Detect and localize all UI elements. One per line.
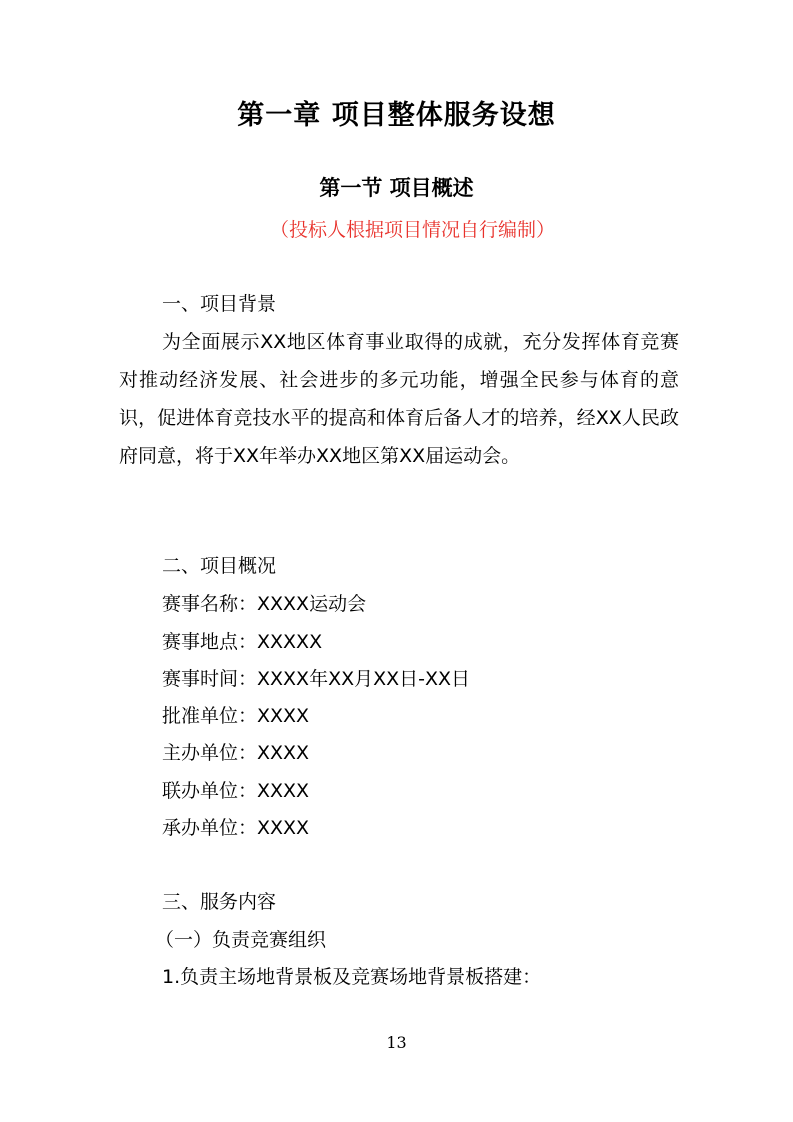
services-heading: 三、服务内容 [162, 891, 277, 913]
services-item-1: 1.负责主场地背景板及竞赛场地背景板搭建： [162, 966, 542, 988]
overview-item-event-location: 赛事地点：XXXXX [162, 631, 323, 653]
overview-heading: 二、项目概况 [162, 555, 277, 577]
overview-item-host: 主办单位：XXXX [162, 742, 310, 764]
chapter-title: 第一章 项目整体服务设想 [237, 100, 556, 131]
background-paragraph: 为全面展示XX地区体育事业取得的成就，充分发挥体育竞赛对推动经济发展、社会进步的多元功能，增强全民参与体育的意识，促进体育竞技水平的提高和体育后备人才的培养，经XX人民政府同意，将于XX年举办XX地区第XX届运动会。 [119, 331, 679, 467]
section-note: （投标人根据项目情况自行编制） [269, 219, 555, 241]
overview-item-approver: 批准单位：XXXX [162, 705, 310, 727]
overview-item-co-host: 联办单位：XXXX [162, 780, 310, 802]
page-number: 13 [386, 1033, 407, 1052]
background-heading: 一、项目背景 [162, 293, 277, 315]
services-subheading: （一）负责竞赛组织 [155, 929, 327, 951]
overview-item-event-name: 赛事名称：XXXX运动会 [162, 593, 367, 615]
section-title: 第一节 项目概述 [319, 176, 474, 200]
overview-item-event-time: 赛事时间：XXXX年XX月XX日-XX日 [162, 668, 471, 690]
overview-item-organizer: 承办单位：XXXX [162, 817, 310, 839]
